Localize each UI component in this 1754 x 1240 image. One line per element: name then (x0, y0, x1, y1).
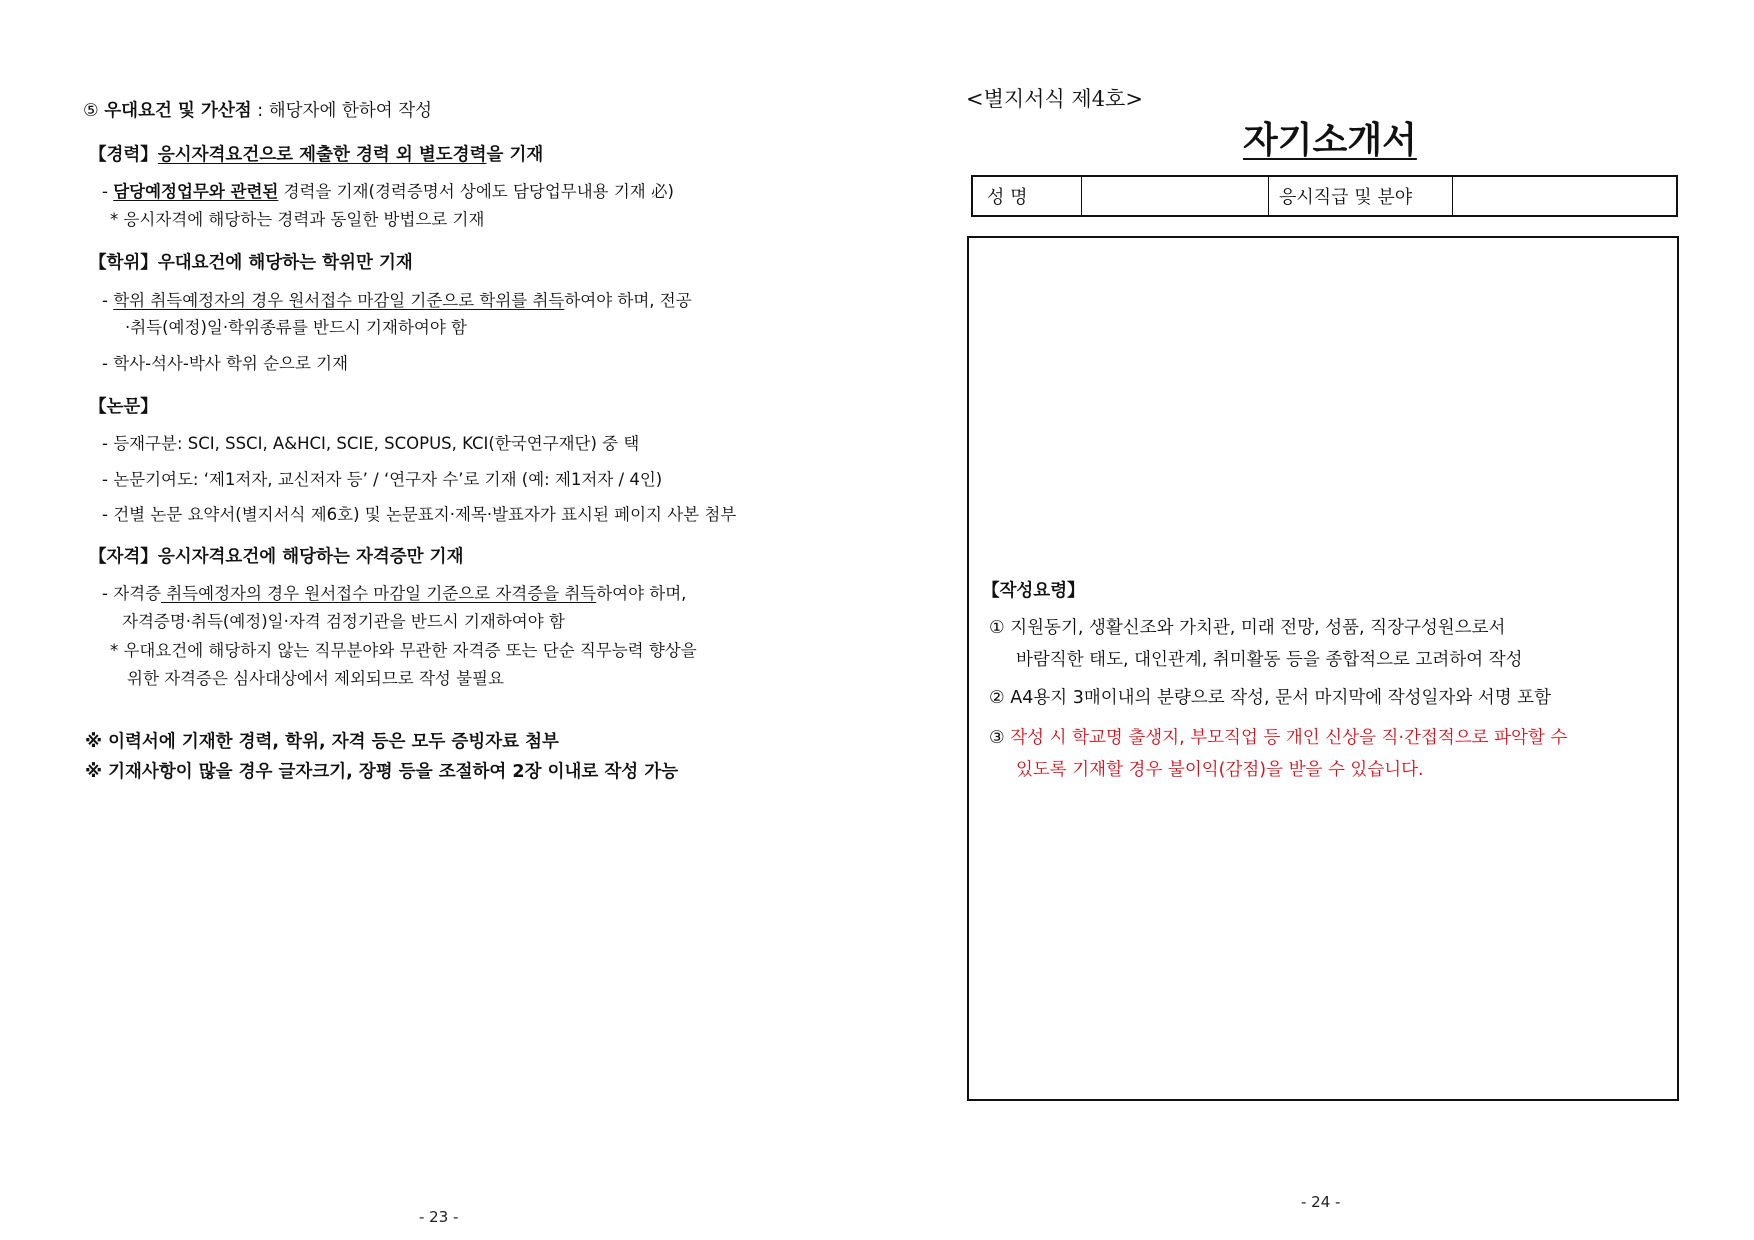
page-number-right: - 24 - (1301, 1193, 1341, 1211)
page-number-left: - 23 - (419, 1208, 459, 1226)
section-subtitle: : 해당자에 한하여 작성 (251, 101, 433, 121)
section-title: 우대요건 및 가산점 (104, 101, 252, 121)
name-field[interactable] (1082, 176, 1269, 216)
career-label: 【경력】 (89, 145, 158, 165)
license-item-1: - 자격증 취득예정자의 경우 원서접수 마감일 기준으로 자격증을 취득하여야 하며, (102, 584, 687, 603)
degree-item-1-line-2: ·취득(예정)일·학위종류를 반드시 기재하여야 함 (125, 318, 467, 337)
degree-item-2: - 학사-석사-박사 학위 순으로 기재 (102, 354, 349, 373)
guide-item-1-line-2: 바람직한 태도, 대인관계, 취미활동 등을 종합적으로 고려하여 작성 (1016, 650, 1523, 670)
career-heading (89, 141, 543, 166)
career-note-1: * 응시자격에 해당하는 경력과 동일한 방법으로 기재 (110, 210, 485, 229)
document-title: 자기소개서 (1243, 120, 1417, 161)
degree-label: 【학위】 (89, 253, 158, 273)
career-item-1-underlined: 담당예정업무와 관련된 (113, 182, 279, 201)
paper-item-3: - 건별 논문 요약서(별지서식 제6호) 및 논문표지·제목·발표자가 표시된 페이지 사본 첨부 (102, 505, 737, 524)
name-label: 성 명 (972, 176, 1082, 216)
applicant-info-table (971, 175, 1678, 217)
license-note-line-2: 위한 자격증은 심사대상에서 제외되므로 작성 불필요 (127, 669, 504, 688)
license-heading: 【자격】응시자격요건에 해당하는 자격증만 기재 (89, 547, 464, 567)
guide-item-3-line-1: ③ 작성 시 학교명 출생지, 부모직업 등 개인 신상을 직·간접적으로 파악할 수 (989, 728, 1568, 748)
license-item-1-underlined: 취득예정자의 경우 원서접수 마감일 기준으로 자격증을 취득 (161, 584, 597, 603)
career-item-1: - 담당예정업무와 관련된 경력을 기재(경력증명서 상에도 담당업무내용 기재 必) (102, 182, 674, 201)
guide-item-3-line-2: 있도록 기재할 경우 불이익(감점)을 받을 수 있습니다. (1016, 760, 1424, 780)
license-label: 【자격】 (89, 547, 158, 567)
guide-item-2: ② A4용지 3매이내의 분량으로 작성, 문서 마지막에 작성일자와 서명 포함 (989, 688, 1551, 708)
warning-text: 작성 시 학교명 출생지, 부모직업 등 개인 신상을 직·간접적으로 파악할 수 (1010, 728, 1568, 748)
self-introduction-box[interactable] (967, 236, 1679, 1101)
paper-item-2: - 논문기여도: ‘제1저자, 교신저자 등’ / ‘연구자 수’로 기재 (예: 제1저자 / 4인) (102, 470, 663, 489)
form-reference: <별지서식 제4호> (966, 87, 1143, 111)
remark-1: ※ 이력서에 기재한 경력, 학위, 자격 등은 모두 증빙자료 첨부 (85, 732, 559, 752)
applicant-info-row (972, 176, 1677, 216)
section-heading (83, 97, 432, 122)
paper-heading: 【논문】 (89, 397, 158, 417)
degree-heading: 【학위】우대요건에 해당하는 학위만 기재 (89, 253, 413, 273)
license-item-1-line-2: 자격증명·취득(예정)일·자격 검정기관을 반드시 기재하여야 함 (122, 612, 565, 631)
degree-item-1: - 학위 취득예정자의 경우 원서접수 마감일 기준으로 학위를 취득하여야 하며, 전공 (102, 291, 692, 310)
section-number: ⑤ (83, 101, 99, 121)
position-label: 응시직급 및 분야 (1269, 176, 1453, 216)
paper-item-1: - 등재구분: SCI, SSCI, A&HCI, SCIE, SCOPUS, KCI(한국연구재단) 중 택 (102, 434, 640, 453)
position-field[interactable] (1453, 176, 1678, 216)
career-heading-tail: 을 기재 (486, 145, 544, 165)
degree-item-1-underlined: 학위 취득예정자의 경우 원서접수 마감일 기준으로 학위를 취득 (113, 291, 565, 310)
remark-2: ※ 기재사항이 많을 경우 글자크기, 장평 등을 조절하여 2장 이내로 작성 가능 (85, 762, 679, 782)
career-underlined-text: 응시자격요건으로 제출한 경력 외 별도경력 (157, 145, 487, 165)
guide-item-1-line-1: ① 지원동기, 생활신조와 가치관, 미래 전망, 성품, 직장구성원으로서 (989, 618, 1506, 638)
license-note-line-1: * 우대요건에 해당하지 않는 직무분야와 무관한 자격증 또는 단순 직무능력 향상을 (110, 641, 697, 660)
guide-heading: 【작성요령】 (982, 581, 1085, 601)
